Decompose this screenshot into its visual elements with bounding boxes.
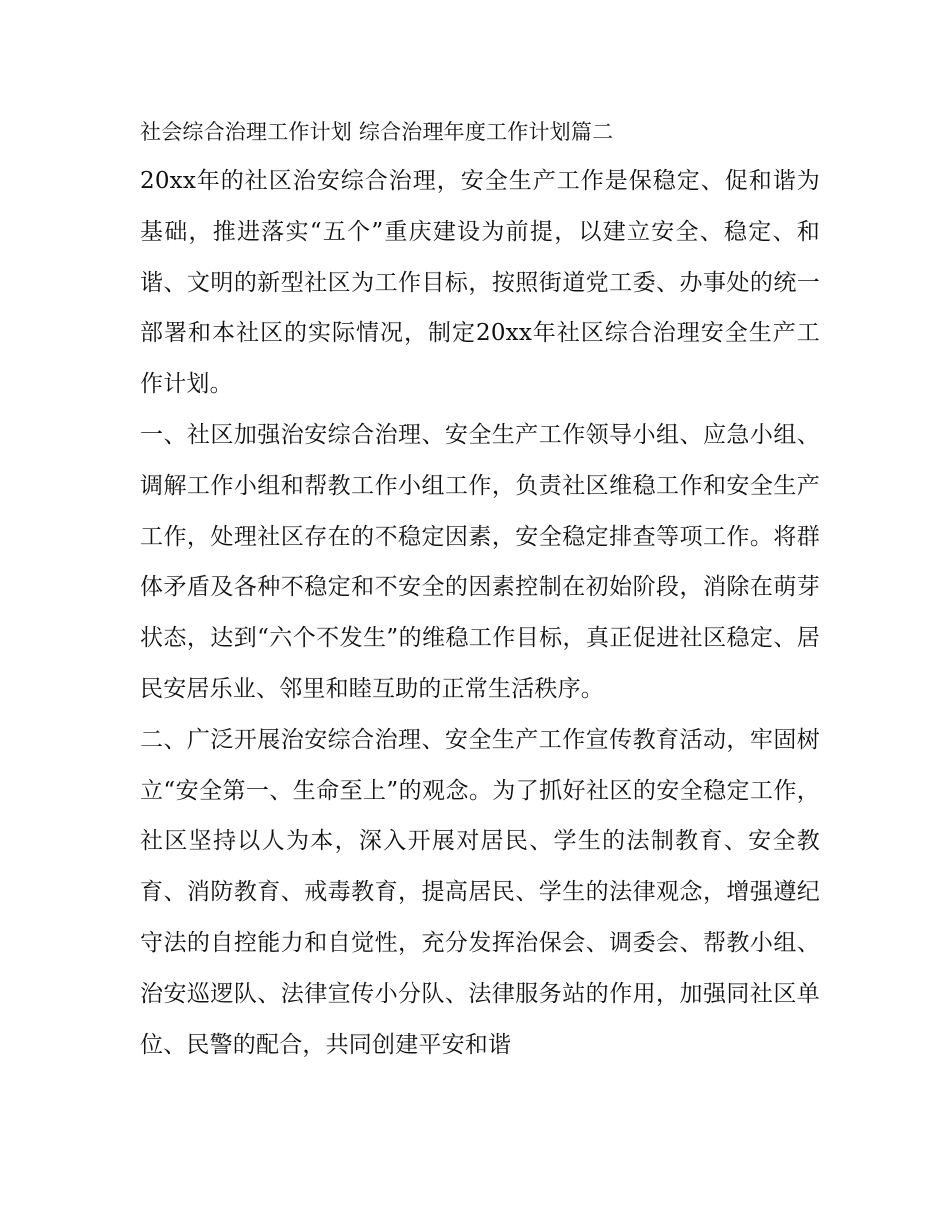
document-title: 社会综合治理工作计划 综合治理年度工作计划篇二	[140, 120, 614, 144]
paragraph-intro: 20xx年的社区治安综合治理，安全生产工作是保稳定、促和谐为基础，推进落实“五个”重庆建设为前提，以建立安全、稳定、和谐、文明的新型社区为工作目标，按照街道党工委、办事处的统一部署和本社区的实际情况，制定20xx年社区综合治理安全生产工作计划。	[140, 168, 820, 398]
document-body	[140, 108, 820, 1070]
paragraph-section-two: 二、广泛开展治安综合治理、安全生产工作宣传教育活动，牢固树立“安全第一、生命至上”的观念。为了抓好社区的安全稳定工作，社区坚持以人为本，深入开展对居民、学生的法制教育、安全教育、消防教育、戒毒教育，提高居民、学生的法律观念，增强遵纪守法的自控能力和自觉性，充分发挥治保会、调委会、帮教小组、治安巡逻队、法律宣传小分队、法律服务站的作用，加强同社区单位、民警的配合，共同创建平安和谐	[140, 726, 820, 1058]
paragraph-section-one: 一、社区加强治安综合治理、安全生产工作领导小组、应急小组、调解工作小组和帮教工作小组工作，负责社区维稳工作和安全生产工作，处理社区存在的不稳定因素，安全稳定排查等项工作。将群体矛盾及各种不稳定和不安全的因素控制在初始阶段，消除在萌芽状态，达到“六个不发生”的维稳工作目标，真正促进社区稳定、居民安居乐业、邻里和睦互助的正常生活秩序。	[140, 421, 820, 702]
